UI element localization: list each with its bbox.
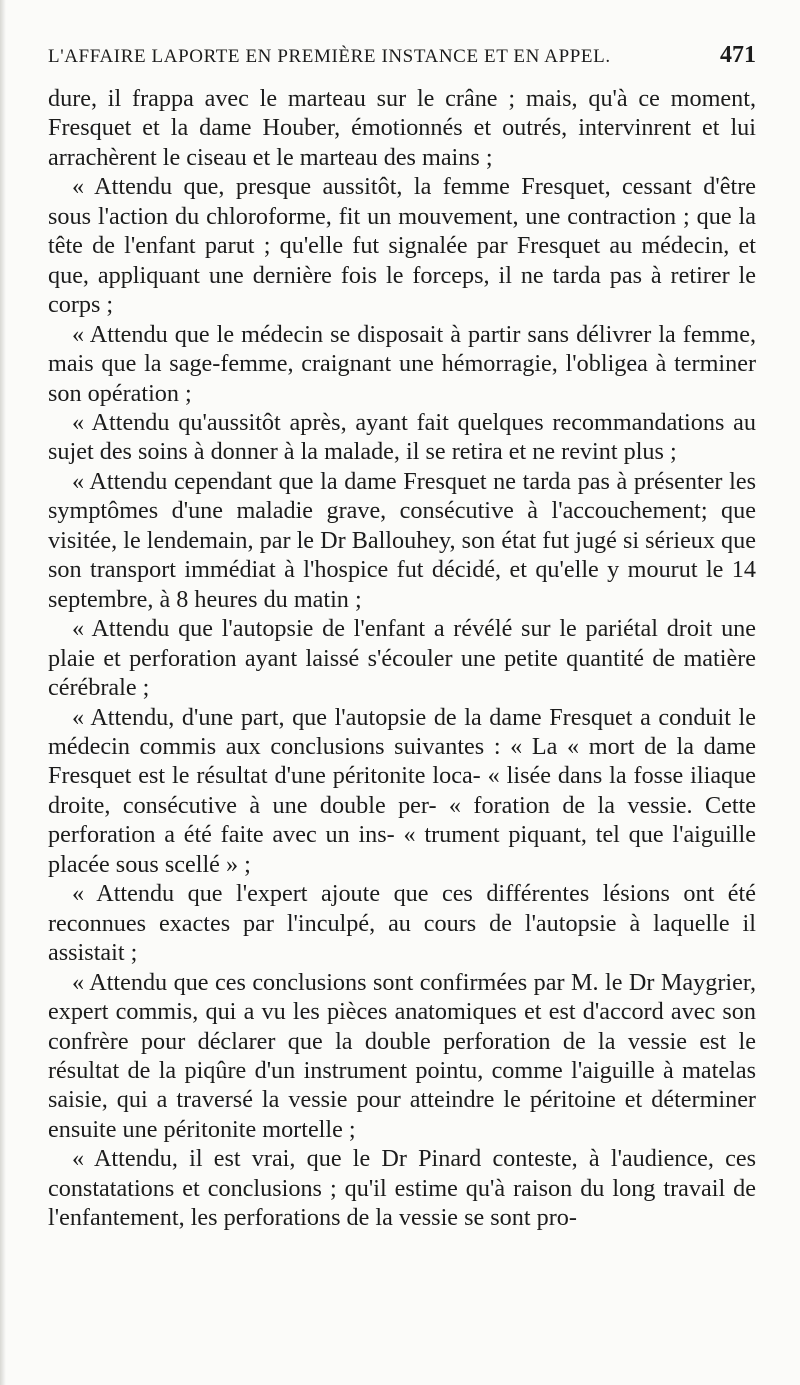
paragraph: « Attendu que l'autopsie de l'enfant a révélé sur le pariétal droit une plaie et perforation ayant laissé s'écouler une petite quantité de matière cérébrale ;	[48, 615, 756, 702]
paragraph: « Attendu, d'une part, que l'autopsie de la dame Fresquet a conduit le médecin commis aux conclusions suivantes : « La « mort de la dame Fresquet est le résultat d'une péritonite loca- « lisée dans la fosse iliaque droite, consécutive à une double per- « foration de la vessie. Cette perforation a été faite avec un ins- « trument piquant, tel que l'aiguille placée sous scellé » ;	[48, 703, 756, 878]
paragraph: « Attendu, il est vrai, que le Dr Pinard conteste, à l'audience, ces constatations et conclusions ; qu'il estime qu'à raison du long travail de l'enfantement, les perforations de la vessie se sont pro-	[48, 1145, 756, 1232]
paragraph: dure, il frappa avec le marteau sur le crâne ; mais, qu'à ce moment, Fresquet et la dame Houber, émotionnés et outrés, intervinrent et lui arrachèrent le ciseau et le marteau des mains ;	[48, 85, 756, 171]
running-title: L'AFFAIRE LAPORTE EN PREMIÈRE INSTANCE ET EN APPEL.	[48, 46, 611, 67]
paragraph: « Attendu que le médecin se disposait à partir sans délivrer la femme, mais que la sage-femme, craignant une hémorragie, l'obligea à terminer son opération ;	[48, 320, 756, 407]
body-text	[48, 84, 756, 1233]
paragraph: « Attendu cependant que la dame Fresquet ne tarda pas à présenter les symptômes d'une maladie grave, consécutive à l'accouchement; que visitée, le lendemain, par le Dr Ballouhey, son état fut jugé si sérieux que son transport immédiat à l'hospice fut décidé, et qu'elle y mourut le 14 septembre, à 8 heures du matin ;	[48, 467, 756, 613]
running-header	[48, 42, 756, 76]
page-edge-shadow	[0, 0, 6, 1385]
paragraph: « Attendu que l'expert ajoute que ces différentes lésions ont été reconnues exactes par l'inculpé, au cours de l'autopsie à laquelle il assistait ;	[48, 880, 756, 967]
paragraph: « Attendu que ces conclusions sont confirmées par M. le Dr Maygrier, expert commis, qui a vu les pièces anatomiques et est d'accord avec son confrère pour déclarer que la double perforation de la vessie est le résultat de la piqûre d'un instrument pointu, comme l'aiguille à matelas saisie, qui a traversé la vessie pour atteindre le péritoine et déterminer ensuite une péritonite mortelle ;	[48, 968, 756, 1143]
page-number: 471	[720, 42, 756, 68]
paragraph: « Attendu que, presque aussitôt, la femme Fresquet, cessant d'être sous l'action du chloroforme, fit un mouvement, une contraction ; que la tête de l'enfant parut ; qu'elle fut signalée par Fresquet au médecin, et que, appliquant une dernière fois le forceps, il ne tarda pas à retirer le corps ;	[48, 173, 756, 319]
paragraph: « Attendu qu'aussitôt après, ayant fait quelques recommandations au sujet des soins à donner à la malade, il se retira et ne revint plus ;	[48, 408, 756, 466]
